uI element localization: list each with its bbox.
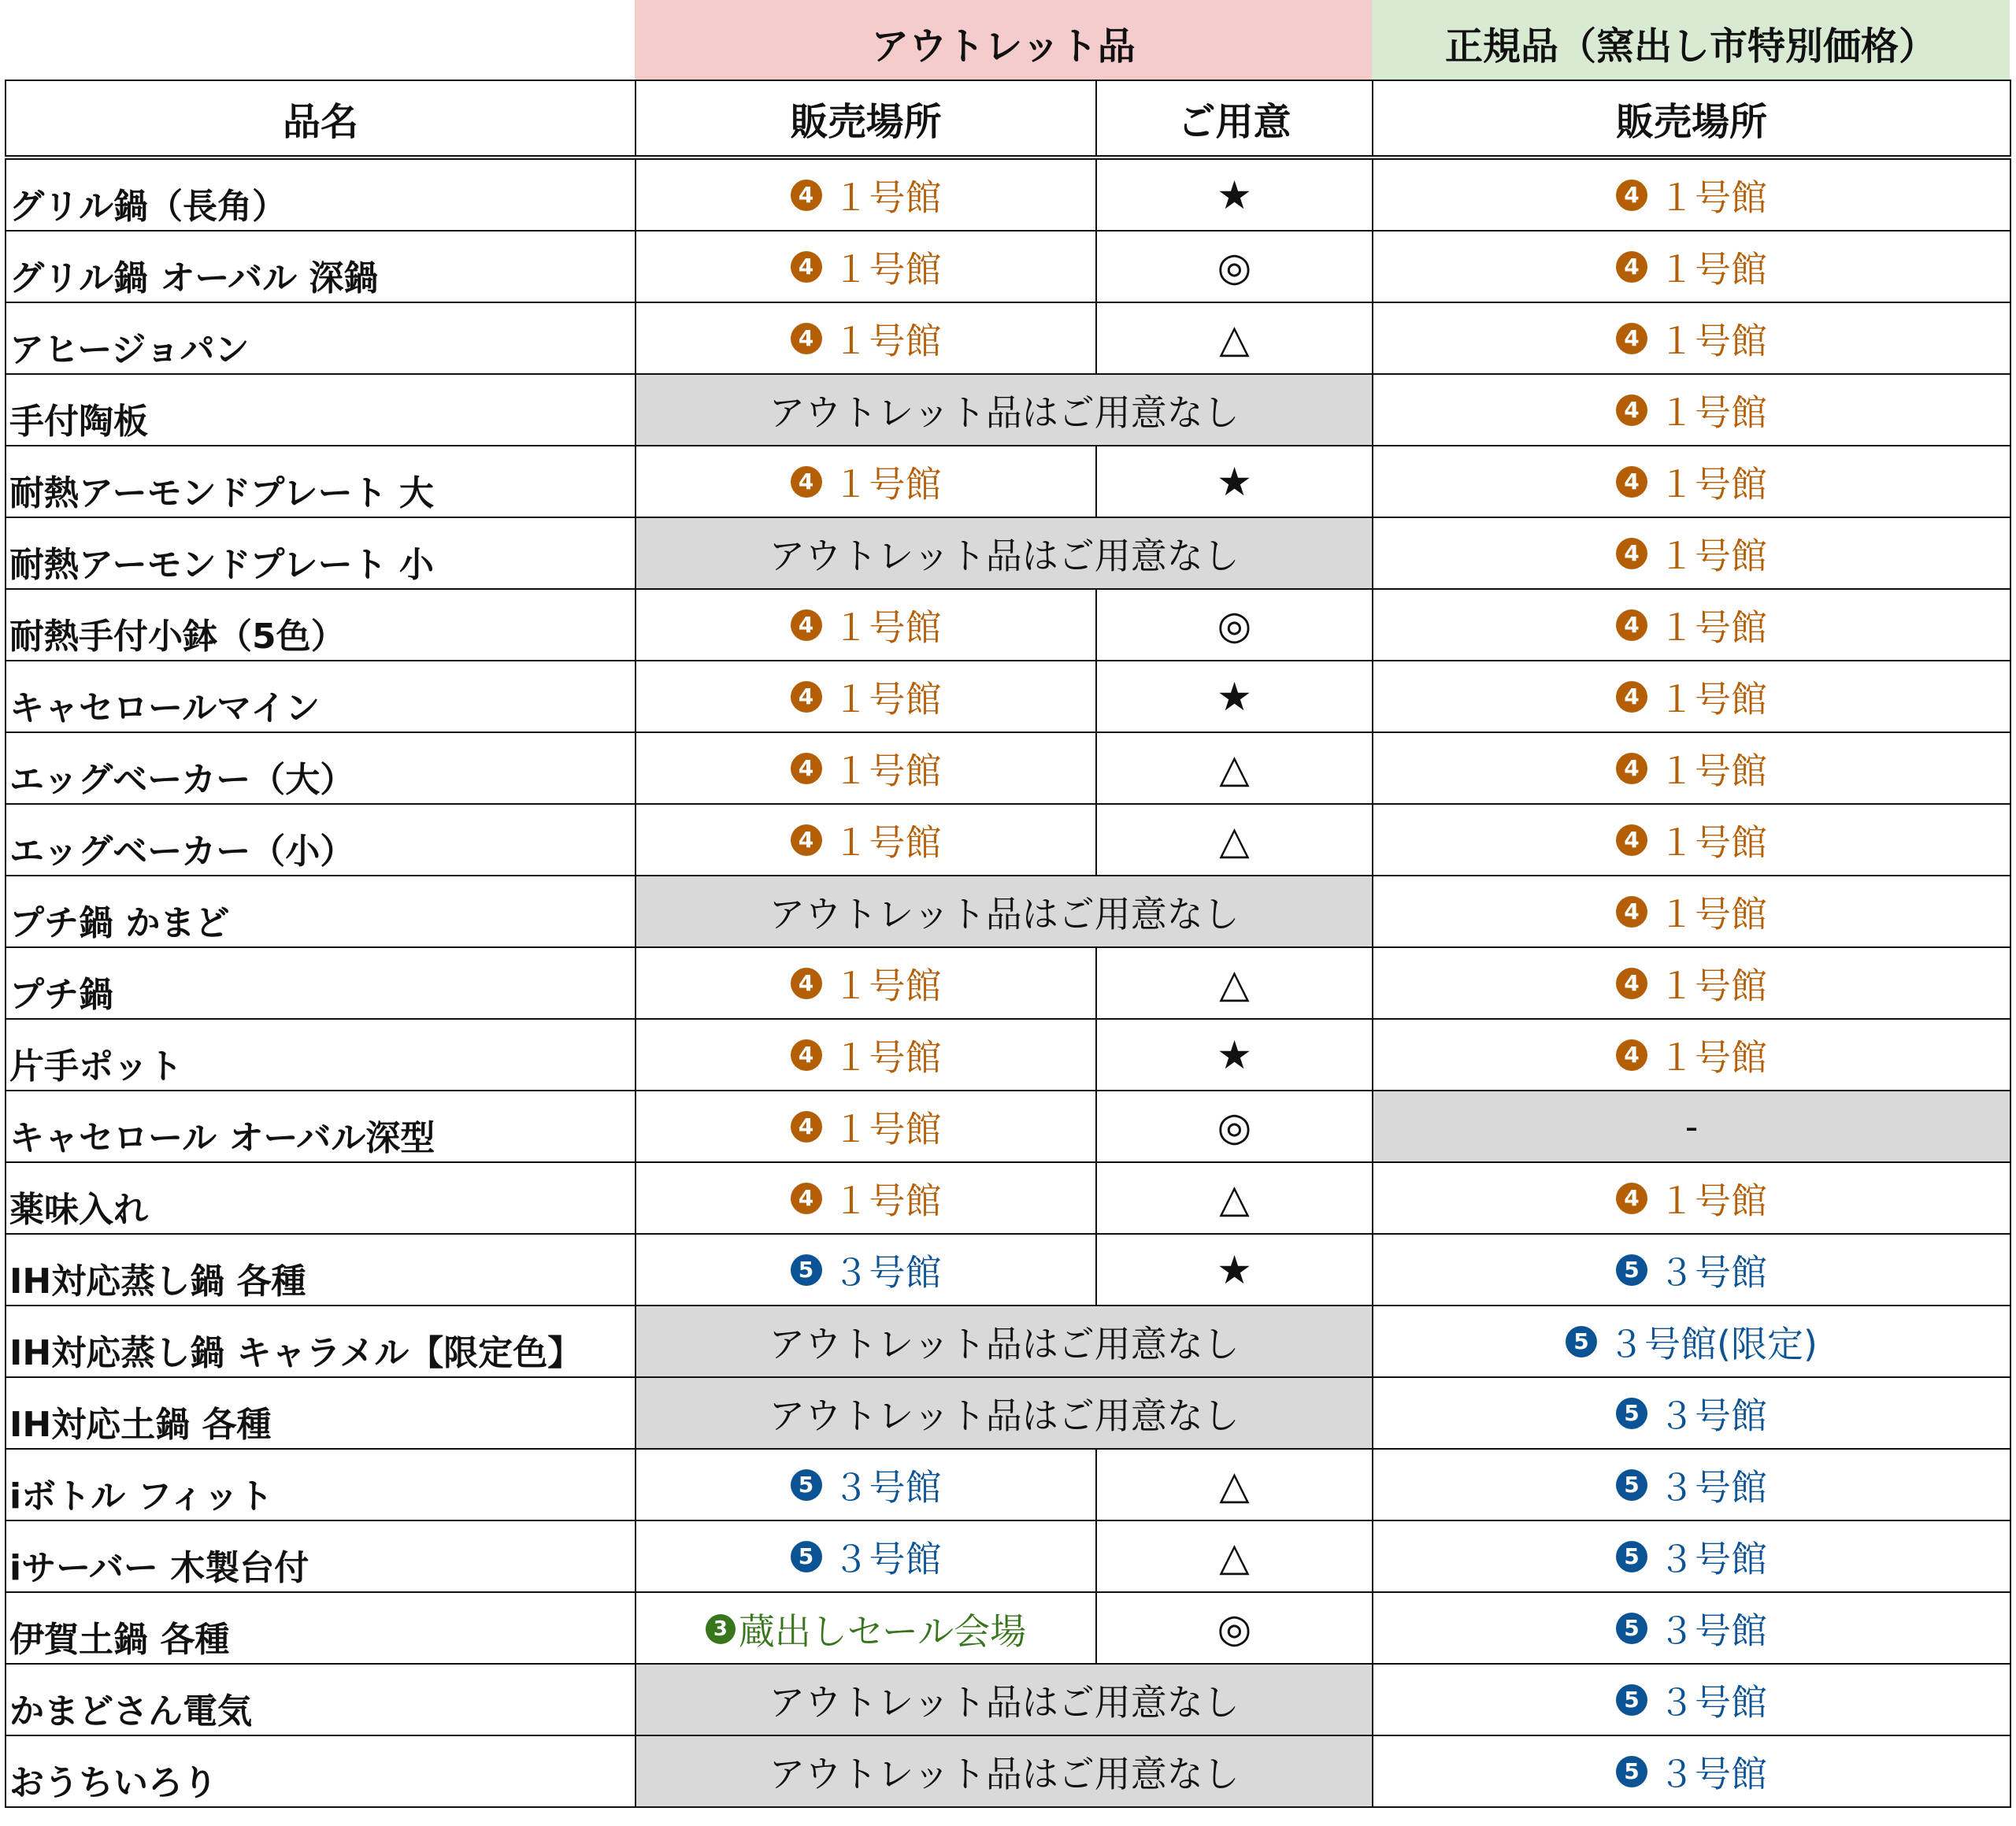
number-badge-icon: 5 (791, 1541, 822, 1572)
product-name: IH対応蒸し鍋 各種 (6, 1234, 636, 1306)
location (791, 599, 942, 651)
stock-mark: ★ (1096, 446, 1373, 517)
table-row (6, 1449, 2010, 1520)
location (1616, 1387, 1767, 1439)
product-name: アヒージョパン (6, 302, 636, 374)
stock-mark: △ (1096, 1520, 1373, 1592)
table-row (6, 804, 2010, 876)
number-badge-icon: 4 (791, 968, 822, 999)
outlet-band-label: アウトレット品 (871, 24, 1136, 69)
location-cell (1373, 1735, 2010, 1807)
location-text: １号館 (1658, 677, 1767, 720)
table-row (6, 374, 2010, 446)
location-text: ３号館 (1658, 1250, 1767, 1294)
location-cell (1373, 231, 2010, 302)
location-cell (636, 1520, 1096, 1592)
table-row (6, 1377, 2010, 1449)
table-row (6, 1234, 2010, 1306)
header-regular-place: 販売場所 (1373, 80, 2010, 157)
location-cell (1373, 517, 2010, 589)
stock-mark: ★ (1096, 1234, 1373, 1306)
location (1616, 1746, 1767, 1798)
location-cell (1373, 1019, 2010, 1091)
location-text: １号館 (832, 1035, 942, 1079)
location (791, 1101, 942, 1153)
location-text: １号館 (1658, 176, 1767, 219)
location-text: ３号館 (1658, 1680, 1767, 1724)
number-badge-icon: 4 (1616, 1039, 1647, 1071)
location-cell (1373, 1377, 2010, 1449)
location-text: ３号館 (832, 1250, 942, 1294)
product-name: プチ鍋 (6, 947, 636, 1019)
product-name: エッグベーカー（大） (6, 732, 636, 804)
location-text: ３号館 (832, 1537, 942, 1580)
location-cell (1373, 1162, 2010, 1234)
table-row (6, 1592, 2010, 1664)
location-cell (1373, 732, 2010, 804)
stock-mark: ★ (1096, 1019, 1373, 1091)
table-row (6, 732, 2010, 804)
location (1616, 1172, 1767, 1224)
location-text: １号館 (832, 820, 942, 864)
location-cell (636, 231, 1096, 302)
product-name: プチ鍋 かまど (6, 876, 636, 947)
product-name: おうちいろり (6, 1735, 636, 1807)
location-text: １号館 (832, 1179, 942, 1222)
number-badge-icon: 4 (791, 824, 822, 856)
regular-unavailable: - (1373, 1091, 2010, 1162)
table-row (6, 1019, 2010, 1091)
location (1616, 743, 1767, 794)
table-row (6, 1520, 2010, 1592)
location-cell (1373, 1234, 2010, 1306)
location (791, 671, 942, 723)
location-cell (1373, 1520, 2010, 1592)
location-cell (1373, 661, 2010, 732)
location (1616, 671, 1767, 723)
location-text: １号館 (1658, 749, 1767, 792)
location (1566, 1316, 1818, 1368)
location-text: ３号館 (1658, 1394, 1767, 1437)
table-row (6, 302, 2010, 374)
product-name: キャセロールマイン (6, 661, 636, 732)
header-outlet-place: 販売場所 (636, 80, 1096, 157)
stock-mark: ★ (1096, 157, 1373, 231)
location (1616, 814, 1767, 866)
location-text: １号館 (832, 462, 942, 506)
table-row (6, 876, 2010, 947)
product-name: 耐熱アーモンドプレート 大 (6, 446, 636, 517)
location-text: ３号館 (832, 1465, 942, 1509)
number-badge-icon: 4 (791, 609, 822, 641)
location-cell (1373, 947, 2010, 1019)
location-cell (1373, 1664, 2010, 1735)
location-cell (636, 661, 1096, 732)
table-row (6, 1664, 2010, 1735)
location-text: １号館 (1658, 606, 1767, 649)
location (1616, 1602, 1767, 1654)
table-row (6, 157, 2010, 231)
header-stock: ご用意 (1096, 80, 1373, 157)
location-cell (636, 1592, 1096, 1664)
location (791, 1531, 942, 1583)
number-badge-icon: 4 (791, 323, 822, 354)
outlet-unavailable: アウトレット品はご用意なし (636, 1664, 1373, 1735)
number-badge-icon: 4 (791, 466, 822, 498)
number-badge-icon: 4 (791, 753, 822, 784)
location (706, 1603, 1026, 1655)
location (1616, 1459, 1767, 1511)
number-badge-icon: 5 (1616, 1541, 1647, 1572)
number-badge-icon: 4 (791, 1183, 822, 1214)
location (1616, 169, 1767, 221)
location-cell (1373, 1592, 2010, 1664)
number-badge-icon: 4 (791, 180, 822, 211)
table-row (6, 1091, 2010, 1162)
number-badge-icon: 4 (1616, 466, 1647, 498)
product-table (5, 80, 2011, 1808)
number-badge-icon: 4 (1616, 538, 1647, 569)
location-text: １号館 (1658, 1179, 1767, 1222)
number-badge-icon: 4 (1616, 323, 1647, 354)
location-text: 蔵出しセール会場 (738, 1609, 1027, 1653)
location (791, 1459, 942, 1511)
location-text: １号館 (1658, 462, 1767, 506)
location-cell (636, 804, 1096, 876)
location-cell (1373, 1449, 2010, 1520)
location-cell (1373, 157, 2010, 231)
location (791, 241, 942, 293)
stock-mark: ★ (1096, 661, 1373, 732)
product-name: IH対応蒸し鍋 キャラメル【限定色】 (6, 1306, 636, 1377)
location (791, 743, 942, 794)
product-name: 耐熱アーモンドプレート 小 (6, 517, 636, 589)
location (1616, 1531, 1767, 1583)
outlet-band (635, 0, 1372, 80)
number-badge-icon: 4 (1616, 180, 1647, 211)
location-text: ３号館 (1658, 1537, 1767, 1580)
stock-mark: △ (1096, 732, 1373, 804)
number-badge-icon: 5 (1616, 1469, 1647, 1501)
location-text: １号館 (1658, 892, 1767, 935)
number-badge-icon: 5 (1616, 1613, 1647, 1644)
location (791, 1029, 942, 1081)
location-cell (1373, 374, 2010, 446)
regular-band (1372, 0, 2010, 80)
table-row (6, 1306, 2010, 1377)
stock-mark: △ (1096, 1162, 1373, 1234)
number-badge-icon: 5 (791, 1254, 822, 1286)
location (791, 313, 942, 365)
location (791, 957, 942, 1009)
product-name: かまどさん電気 (6, 1664, 636, 1735)
location (1616, 599, 1767, 651)
location (1616, 1244, 1767, 1296)
location (1616, 886, 1767, 938)
number-badge-icon: 5 (1616, 1756, 1647, 1787)
outlet-unavailable: アウトレット品はご用意なし (636, 374, 1373, 446)
location (791, 814, 942, 866)
location-text: １号館 (1658, 964, 1767, 1007)
location (1616, 528, 1767, 580)
stock-mark: △ (1096, 947, 1373, 1019)
table-row (6, 446, 2010, 517)
table-row (6, 1162, 2010, 1234)
location-text: １号館 (832, 964, 942, 1007)
product-name: 片手ポット (6, 1019, 636, 1091)
number-badge-icon: 4 (1616, 824, 1647, 856)
outlet-unavailable: アウトレット品はご用意なし (636, 1735, 1373, 1807)
stock-mark: ◎ (1096, 1592, 1373, 1664)
location-text: １号館 (832, 677, 942, 720)
location-text: １号館 (1658, 247, 1767, 291)
location-text: １号館 (832, 749, 942, 792)
location-cell (636, 589, 1096, 661)
outlet-unavailable: アウトレット品はご用意なし (636, 1306, 1373, 1377)
stock-mark: ◎ (1096, 231, 1373, 302)
product-name: iボトル フィット (6, 1449, 636, 1520)
product-name: グリル鍋 オーバル 深鍋 (6, 231, 636, 302)
location-cell (636, 732, 1096, 804)
number-badge-icon: 4 (1616, 394, 1647, 426)
location (1616, 1029, 1767, 1081)
location (791, 456, 942, 508)
location (791, 169, 942, 221)
location-cell (636, 1234, 1096, 1306)
location-text: １号館 (832, 606, 942, 649)
table-row (6, 231, 2010, 302)
product-name: キャセロール オーバル深型 (6, 1091, 636, 1162)
location-cell (636, 157, 1096, 231)
location-text: １号館 (832, 1107, 942, 1150)
location-text: ３号館(限定) (1608, 1322, 1818, 1365)
table-row (6, 947, 2010, 1019)
location-cell (636, 446, 1096, 517)
location-cell (1373, 804, 2010, 876)
stock-mark: △ (1096, 1449, 1373, 1520)
location (1616, 384, 1767, 436)
location (1616, 1674, 1767, 1726)
table-row (6, 589, 2010, 661)
location (1616, 313, 1767, 365)
location-cell (636, 947, 1096, 1019)
location-text: １号館 (832, 247, 942, 291)
location-text: ３号館 (1658, 1465, 1767, 1509)
location-text: １号館 (832, 176, 942, 219)
stock-mark: ◎ (1096, 589, 1373, 661)
location-cell (636, 1449, 1096, 1520)
outlet-unavailable: アウトレット品はご用意なし (636, 1377, 1373, 1449)
location (1616, 957, 1767, 1009)
location-cell (1373, 302, 2010, 374)
table-row (6, 1735, 2010, 1807)
location-text: １号館 (832, 319, 942, 362)
outlet-unavailable: アウトレット品はご用意なし (636, 876, 1373, 947)
location-cell (1373, 876, 2010, 947)
location-text: １号館 (1658, 1035, 1767, 1079)
number-badge-icon: 4 (1616, 681, 1647, 713)
product-name: iサーバー 木製台付 (6, 1520, 636, 1592)
number-badge-icon: 4 (1616, 1183, 1647, 1214)
number-badge-icon: 4 (1616, 251, 1647, 283)
stock-mark: △ (1096, 804, 1373, 876)
location-cell (636, 1019, 1096, 1091)
number-badge-icon: 5 (1616, 1254, 1647, 1286)
location-text: １号館 (1658, 820, 1767, 864)
number-badge-icon: 4 (791, 1111, 822, 1143)
location (791, 1172, 942, 1224)
location-text: １号館 (1658, 319, 1767, 362)
location-cell (1373, 1306, 2010, 1377)
location-cell (1373, 589, 2010, 661)
number-badge-icon: 5 (1616, 1684, 1647, 1716)
table-row (6, 517, 2010, 589)
location-text: １号館 (1658, 391, 1767, 434)
outlet-unavailable: アウトレット品はご用意なし (636, 517, 1373, 589)
table-row (6, 661, 2010, 732)
location-text: １号館 (1658, 534, 1767, 577)
number-badge-icon: 4 (1616, 609, 1647, 641)
table-header (6, 80, 2010, 157)
regular-band-label: 正規品（窯出し市特別価格） (1444, 24, 1936, 69)
product-name: グリル鍋（長角） (6, 157, 636, 231)
number-badge-icon: 5 (1566, 1326, 1597, 1357)
product-name: IH対応土鍋 各種 (6, 1377, 636, 1449)
product-name: 耐熱手付小鉢（5色） (6, 589, 636, 661)
location-cell (1373, 446, 2010, 517)
number-badge-icon: 3 (706, 1614, 736, 1644)
location-cell (636, 1091, 1096, 1162)
product-name: 手付陶板 (6, 374, 636, 446)
stock-mark: ◎ (1096, 1091, 1373, 1162)
number-badge-icon: 4 (1616, 753, 1647, 784)
table-body (6, 157, 2010, 1807)
number-badge-icon: 5 (791, 1469, 822, 1501)
location (1616, 241, 1767, 293)
location-cell (636, 302, 1096, 374)
location-text: ３号館 (1658, 1752, 1767, 1795)
number-badge-icon: 4 (1616, 896, 1647, 928)
product-name: 伊賀土鍋 各種 (6, 1592, 636, 1664)
stock-mark: △ (1096, 302, 1373, 374)
number-badge-icon: 4 (791, 251, 822, 283)
number-badge-icon: 4 (1616, 968, 1647, 999)
header-name: 品名 (6, 80, 636, 157)
product-name: エッグベーカー（小） (6, 804, 636, 876)
number-badge-icon: 4 (791, 681, 822, 713)
location-cell (636, 1162, 1096, 1234)
location-text: ３号館 (1658, 1609, 1767, 1652)
location (791, 1244, 942, 1296)
product-name: 薬味入れ (6, 1162, 636, 1234)
location (1616, 456, 1767, 508)
number-badge-icon: 5 (1616, 1398, 1647, 1429)
number-badge-icon: 4 (791, 1039, 822, 1071)
